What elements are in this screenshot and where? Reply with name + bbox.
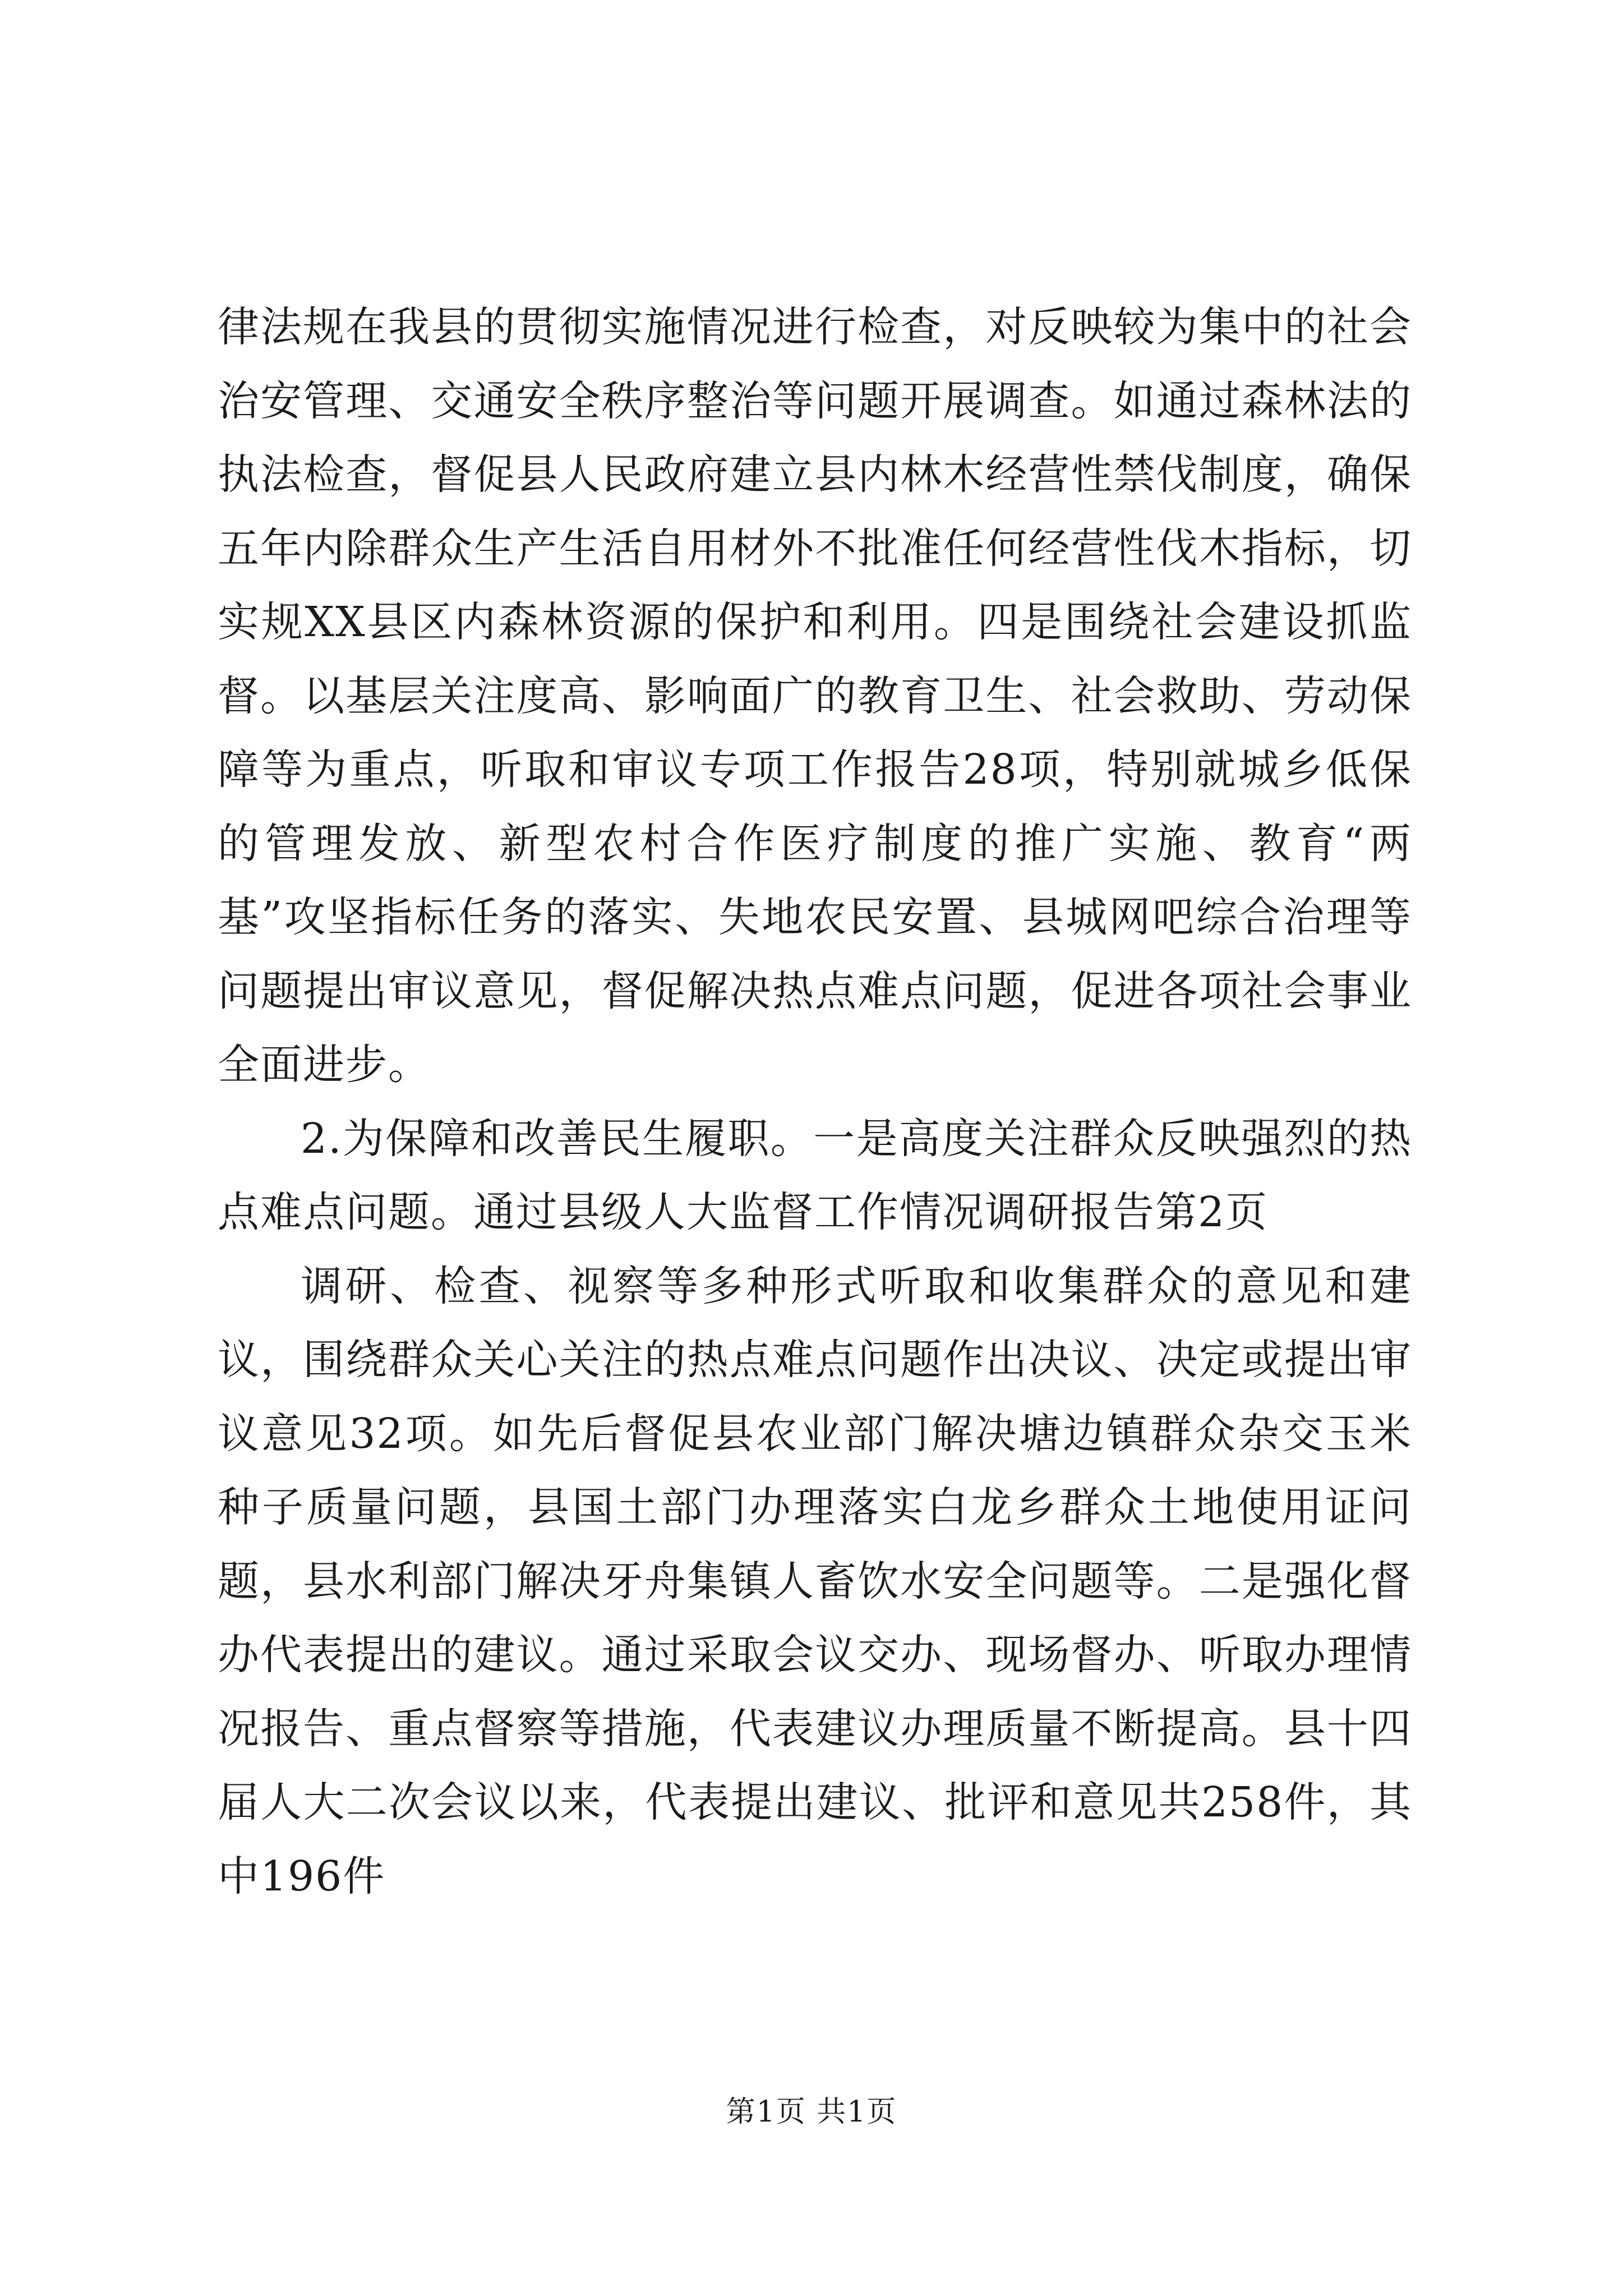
paragraph-2: 2.为保障和改善民生履职。一是高度关注群众反映强烈的热点难点问题。通过县级人大监督工作情况调研报告第2页 — [218, 1114, 1412, 1236]
paragraph-3: 调研、检查、视察等多种形式听取和收集群众的意见和建议，围绕群众关心关注的热点难点问题作出决议、决定或提出审议意见32项。如先后督促县农业部门解决塘边镇群众杂交玉米种子质量问题，县国土部门办理落实白龙乡群众土地使用证问题，县水利部门解决牙舟集镇人畜饮水安全问题等。二是强化督办代表提出的建议。通过采取会议交办、现场督办、听取办理情况报告、重点督察等措施，代表建议办理质量不断提高。县十四届人大二次会议以来，代表提出建议、批评和意见共258件，其中196件 — [218, 1262, 1412, 1901]
page-footer: 第1页 共1页 — [726, 2095, 897, 2129]
paragraph-1: 律法规在我县的贯彻实施情况进行检查，对反映较为集中的社会治安管理、交通安全秩序整治等问题开展调查。如通过森林法的执法检查，督促县人民政府建立县内林木经营性禁伐制度，确保五年内除群众生产生活自用材外不批准任何经营性伐木指标，切实规XX县区内森林资源的保护和利用。四是围绕社会建设抓监督。以基层关注度高、影响面广的教育卫生、社会救助、劳动保障等为重点，听取和审议专项工作报告28项，特别就城乡低保的管理发放、新型农村合作医疗制度的推广实施、教育“两基”攻坚指标任务的落实、失地农民安置、县城网吧综合治理等问题提出审议意见，督促解决热点难点问题，促进各项社会事业全面进步。 — [218, 303, 1412, 1089]
document-body — [218, 291, 1412, 1913]
